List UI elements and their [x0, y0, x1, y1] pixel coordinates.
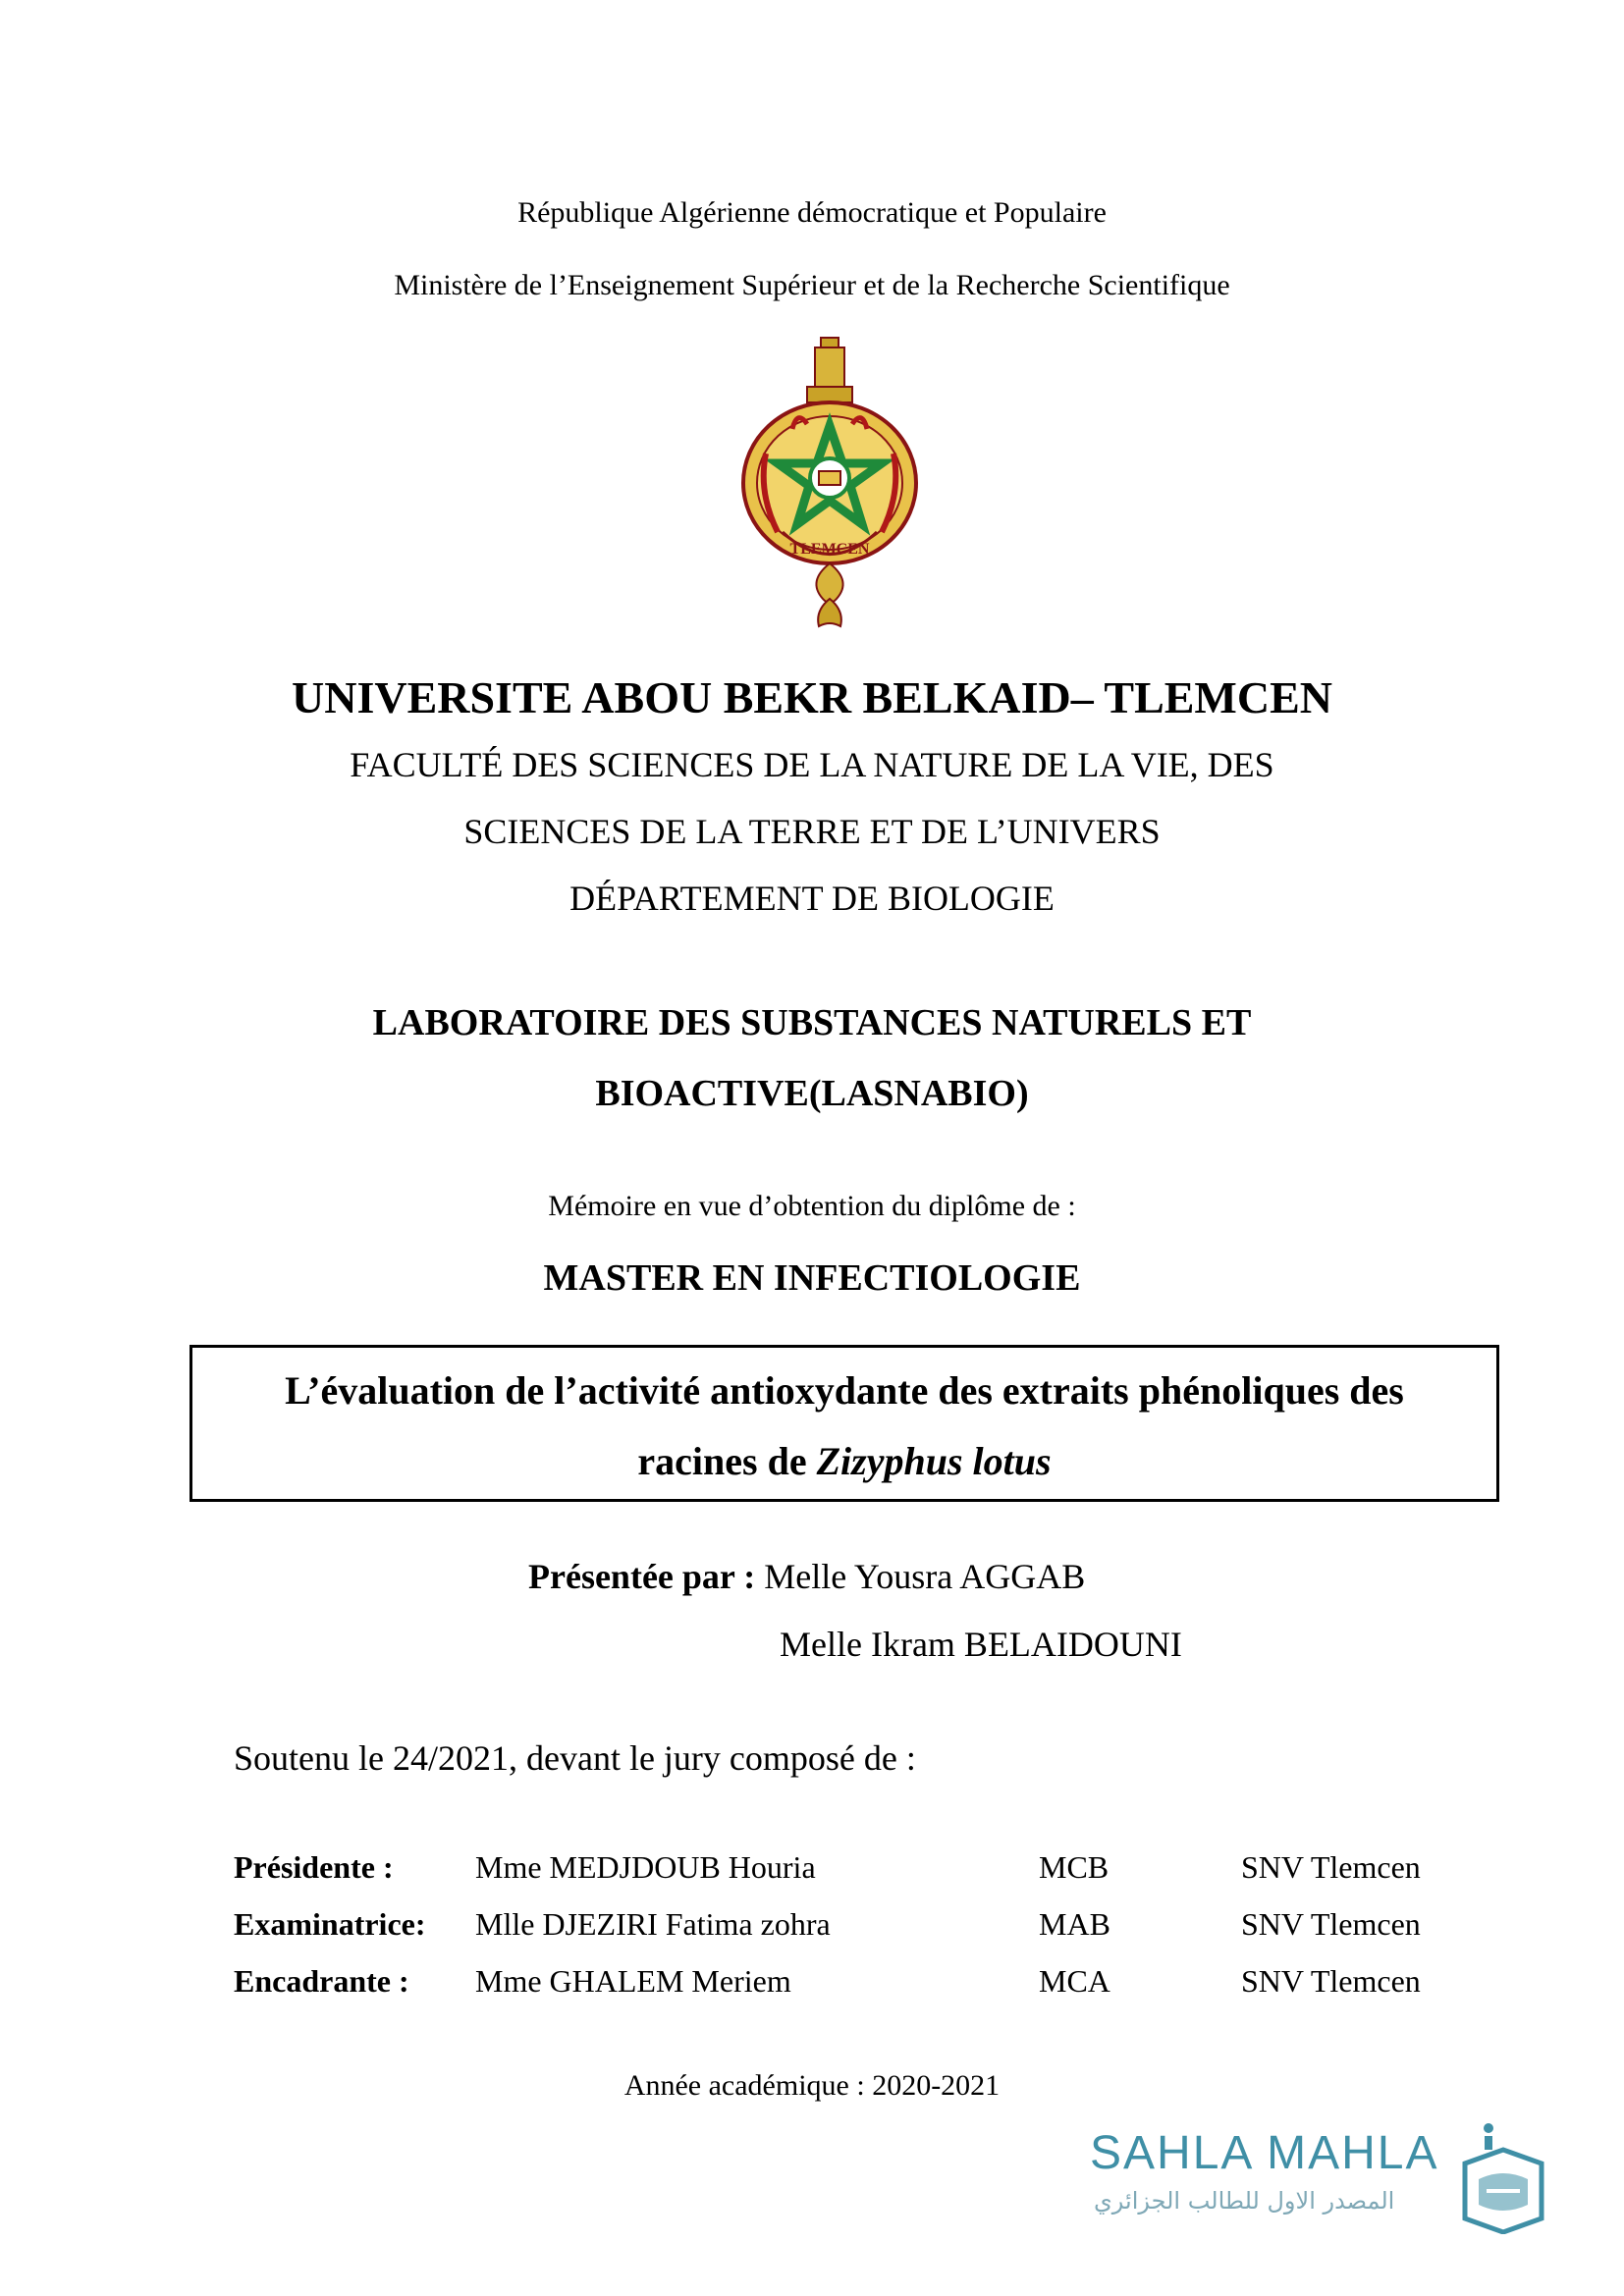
thesis-title-line-2: [192, 1438, 1496, 1484]
student-2: Melle Ikram BELAIDOUNI: [780, 1625, 1182, 1664]
laboratory-line-1: LABORATOIRE DES SUBSTANCES NATURELS ET: [372, 1002, 1252, 1043]
jury-role: Présidente :: [234, 1849, 394, 1885]
faculty-line-1: FACULTÉ DES SCIENCES DE LA NATURE DE LA VIE, DES: [350, 745, 1274, 784]
faculty-line-2: SCIENCES DE LA TERRE ET DE L’UNIVERS: [463, 812, 1161, 851]
thesis-title-prefix: racines de: [637, 1439, 817, 1483]
jury-grade: MCB: [1039, 1849, 1110, 1885]
jury-institution: SNV Tlemcen: [1241, 1849, 1421, 1885]
seal-text: TLEMCEN: [789, 541, 870, 558]
jury-role: Encadrante :: [234, 1963, 409, 1999]
thesis-title-box: [189, 1345, 1499, 1502]
species-name: Zizyphus lotus: [816, 1439, 1052, 1483]
memoir-intro: Mémoire en vue d’obtention du diplôme de :: [548, 1190, 1076, 1222]
presented-by: [528, 1556, 1085, 1597]
university-name: UNIVERSITE ABOU BEKR BELKAID– TLEMCEN: [292, 672, 1332, 722]
ministry-header: Ministère de l’Enseignement Supérieur et de la Recherche Scientifique: [394, 269, 1230, 301]
jury-institution: SNV Tlemcen: [1241, 1906, 1421, 1942]
academic-year: Année académique : 2020-2021: [623, 2069, 1001, 2102]
jury-name: Mlle DJEZIRI Fatima zohra: [475, 1906, 831, 1942]
jury-grade: MCA: [1039, 1963, 1110, 1999]
department: DÉPARTEMENT DE BIOLOGIE: [569, 879, 1055, 918]
student-1: Melle Yousra AGGAB: [764, 1557, 1086, 1596]
republic-header: République Algérienne démocratique et Populaire: [517, 196, 1107, 229]
university-seal-icon: [738, 336, 921, 632]
jury-name: Mme GHALEM Meriem: [475, 1963, 791, 1999]
thesis-title-line-1: L’évaluation de l’activité antioxydante des extraits phénoliques des: [285, 1368, 1404, 1413]
watermark-brand: SAHLA MAHLA: [1090, 2127, 1439, 2179]
laboratory-line-2: BIOACTIVE(LASNABIO): [595, 1073, 1029, 1114]
watermark-emblem-icon: [1459, 2120, 1547, 2234]
jury-institution: SNV Tlemcen: [1241, 1963, 1421, 1999]
degree: MASTER EN INFECTIOLOGIE: [543, 1257, 1081, 1299]
jury-grade: MAB: [1039, 1906, 1110, 1942]
jury-role: Examinatrice:: [234, 1906, 426, 1942]
jury-name: Mme MEDJDOUB Houria: [475, 1849, 816, 1885]
presented-by-label: Présentée par :: [528, 1557, 756, 1596]
sahla-mahla-watermark: [1090, 2120, 1551, 2238]
watermark-tagline: المصدر الاول للطالب الجزائري: [1094, 2187, 1395, 2215]
defense-statement: Soutenu le 24/2021, devant le jury composé de :: [234, 1738, 916, 1778]
